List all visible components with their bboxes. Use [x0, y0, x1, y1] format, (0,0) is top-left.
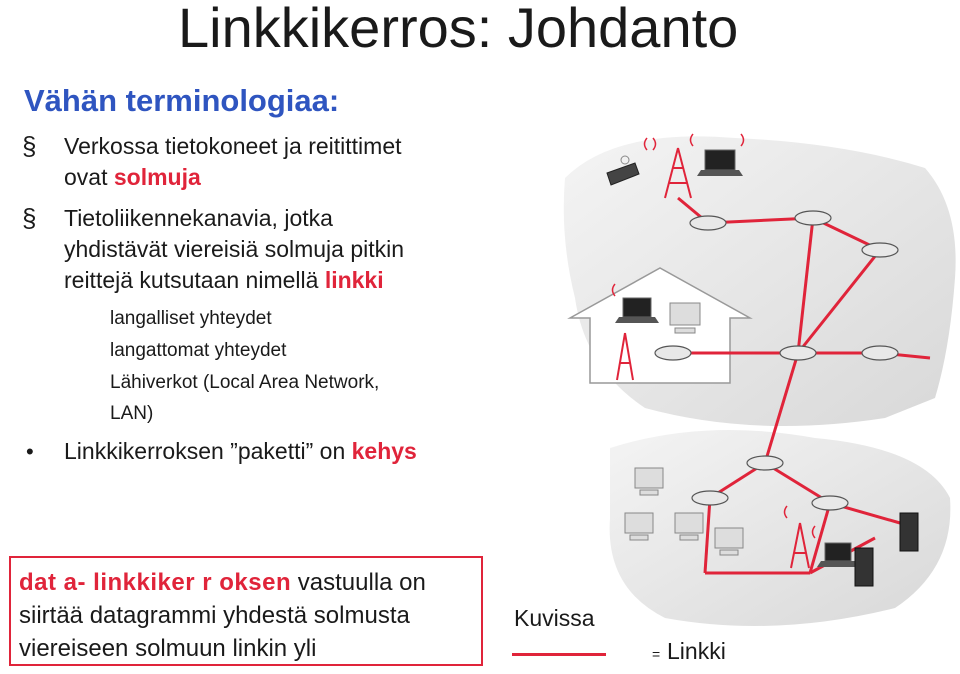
- bullet-text: [64, 436, 544, 467]
- bullet-text-part: reittejä kutsutaan nimellä: [64, 267, 325, 293]
- router-icon: [692, 491, 728, 505]
- term-solmuja: solmuja: [113, 164, 201, 190]
- router-icon: [690, 216, 726, 230]
- router-icon: [862, 346, 898, 360]
- bullet-line: Tietoliikennekanavia, jotka: [64, 205, 333, 231]
- bullet-line: [64, 162, 504, 193]
- bullet-marker: §: [22, 131, 37, 161]
- router-icon: [655, 346, 691, 360]
- router-icon: [780, 346, 816, 360]
- definition-text-part: vastuulla on: [291, 569, 426, 596]
- sub-bullet: langattomat yhteydet: [110, 340, 287, 361]
- bullet-line: yhdistävät viereisiä solmuja pitkin: [64, 236, 405, 262]
- bullet-text: [64, 131, 504, 193]
- bullet-line: Verkossa tietokoneet ja reitittimet: [64, 133, 402, 159]
- sub-bullet: LAN): [110, 403, 154, 424]
- router-icon: [812, 496, 848, 510]
- definition-line: viereiseen solmuun linkin yli: [19, 635, 317, 662]
- sub-bullet: Lähiverkot (Local Area Network,: [110, 372, 380, 393]
- definition-box: [9, 556, 483, 666]
- router-icon: [795, 211, 831, 225]
- router-icon: [862, 243, 898, 257]
- bullet-marker: §: [22, 203, 37, 233]
- bullet-marker: •: [26, 439, 34, 464]
- network-diagram: [555, 118, 960, 638]
- bullet-text: [64, 203, 504, 296]
- term-data-linkkikerros: dat a- linkkiker r oksen: [19, 569, 292, 596]
- definition-line: [19, 566, 475, 599]
- bullet-text-part: ovat: [64, 164, 114, 190]
- legend-caption: Kuvissa: [514, 605, 595, 631]
- definition-line: siirtää datagrammi yhdestä solmusta: [19, 602, 410, 629]
- legend-equals: =: [652, 646, 661, 662]
- desktop-computer-icon: [670, 303, 700, 333]
- section-subtitle: Vähän terminologiaa:: [24, 83, 340, 118]
- term-kehys: kehys: [351, 438, 417, 464]
- legend-label: Linkki: [667, 638, 726, 664]
- sub-bullet: langalliset yhteydet: [110, 308, 272, 329]
- bullet-line: [64, 265, 504, 296]
- bullet-text-part: Linkkikerroksen ”paketti” on: [64, 438, 352, 464]
- router-icon: [747, 456, 783, 470]
- legend-link-line: [512, 653, 606, 656]
- term-linkki: linkki: [324, 267, 384, 293]
- page-title: Linkkikerros: Johdanto: [178, 0, 739, 59]
